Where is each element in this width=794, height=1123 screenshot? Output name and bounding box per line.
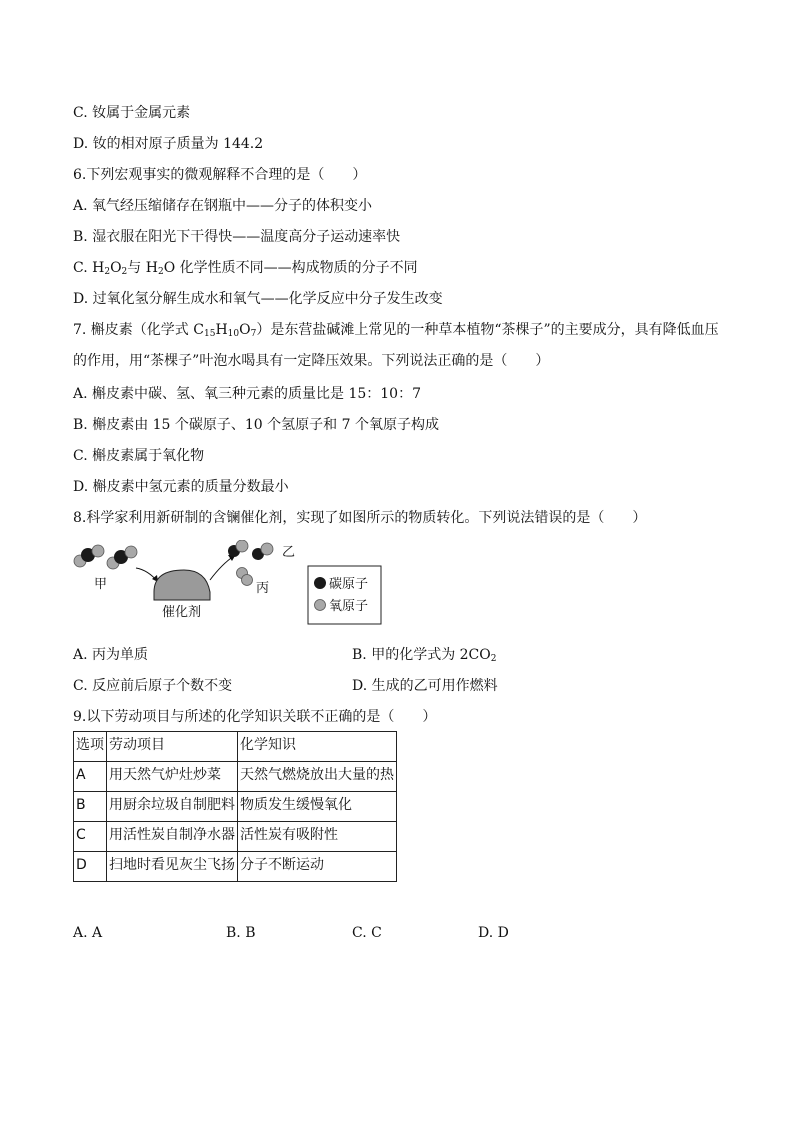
q9-stem: 9.以下劳动项目与所述的化学知识关联不正确的是（ ） [73, 709, 437, 725]
table-row [74, 792, 397, 822]
catalyst-shape [154, 570, 210, 600]
table-cell: 用活性炭自制净水器 [107, 822, 238, 852]
table-header-cell: 劳动项目 [107, 732, 238, 762]
q8-option-d: D. 生成的乙可用作燃料 [352, 678, 498, 694]
q7-stem-line2: 的作用，用“茶棵子”叶泡水喝具有一定降压效果。下列说法正确的是（ ） [73, 353, 550, 369]
table-cell: B [74, 792, 107, 822]
q8-option-b: B. 甲的化学式为 $2CO_2$ [352, 647, 497, 664]
table-cell: D [74, 852, 107, 882]
oxygen-atom [242, 575, 253, 586]
label-jia: 甲 [94, 577, 108, 592]
q7-option-b: B. 槲皮素由 15 个碳原子、10 个氢原子和 7 个氧原子构成 [73, 417, 439, 433]
table-cell: 天然气燃烧放出大量的热 [238, 762, 397, 792]
reactant-molecules [74, 545, 137, 569]
table-cell: 活性炭有吸附性 [238, 822, 397, 852]
arrow-out [210, 556, 234, 580]
table-cell: 物质发生缓慢氧化 [238, 792, 397, 822]
q8-option-a: A. 丙为单质 [73, 647, 149, 663]
q8-option-c: C. 反应前后原子个数不变 [73, 678, 233, 694]
q9-table [73, 731, 397, 882]
label-catalyst: 催化剂 [162, 605, 202, 620]
reaction-diagram [70, 540, 410, 630]
q7-stem-line1: 7. 槲皮素（化学式 $C_{15}H_{10}O_7$）是东营盐碱滩上常见的一种草本植物“茶棵子”的主要成分，具有降低血压 [73, 322, 719, 339]
table-header-row [74, 732, 397, 762]
q6-option-a: A. 氧气经压缩储存在钢瓶中——分子的体积变小 [73, 198, 373, 214]
q7-option-d: D. 槲皮素中氢元素的质量分数最小 [73, 479, 289, 495]
q9-option-c: C. C [352, 925, 382, 941]
q5-option-c: C. 钕属于金属元素 [73, 105, 191, 121]
table-cell: 用厨余垃圾自制肥料 [107, 792, 238, 822]
q6-option-d: D. 过氧化氢分解生成水和氧气——化学反应中分子发生改变 [73, 291, 443, 307]
q6-option-b: B. 湿衣服在阳光下干得快——温度高分子运动速率快 [73, 229, 401, 245]
label-yi: 乙 [282, 545, 296, 560]
oxygen-atom [261, 543, 273, 555]
table-cell: 分子不断运动 [238, 852, 397, 882]
table-row [74, 822, 397, 852]
q7-option-c: C. 槲皮素属于氧化物 [73, 448, 205, 464]
q6-option-c: C. $H_2O_2$与 $H_2O$ 化学性质不同——构成物质的分子不同 [73, 260, 418, 277]
label-bing: 丙 [256, 581, 270, 596]
table-cell: 用天然气炉灶炒菜 [107, 762, 238, 792]
q5-option-d: D. 钕的相对原子质量为 144.2 [73, 136, 264, 152]
table-row [74, 852, 397, 882]
q9-option-b: B. B [226, 925, 256, 941]
oxygen-atom [236, 540, 248, 552]
legend-box [308, 566, 381, 624]
legend-carbon-icon [314, 577, 326, 589]
q6-stem: 6.下列宏观事实的微观解释不合理的是（ ） [73, 167, 367, 183]
legend-carbon-label: 碳原子 [329, 577, 369, 592]
table-header-cell: 选项 [74, 732, 107, 762]
table-header-cell: 化学知识 [238, 732, 397, 762]
q8-stem: 8.科学家利用新研制的含镧催化剂，实现了如图所示的物质转化。下列说法错误的是（ ） [73, 510, 647, 526]
oxygen-atom [92, 545, 104, 557]
oxygen-atom [125, 546, 137, 558]
table-row [74, 762, 397, 792]
legend-oxygen-icon [315, 600, 326, 611]
product-yi-molecules [228, 540, 273, 560]
q9-option-d: D. D [478, 925, 509, 941]
table-cell: A [74, 762, 107, 792]
q9-option-a: A. A [73, 925, 103, 941]
table-cell: C [74, 822, 107, 852]
product-bing-molecule [237, 568, 253, 586]
q7-option-a: A. 槲皮素中碳、氢、氧三种元素的质量比是 15：10：7 [73, 386, 421, 402]
legend-oxygen-label: 氧原子 [329, 599, 369, 614]
table-cell: 扫地时看见灰尘飞扬 [107, 852, 238, 882]
